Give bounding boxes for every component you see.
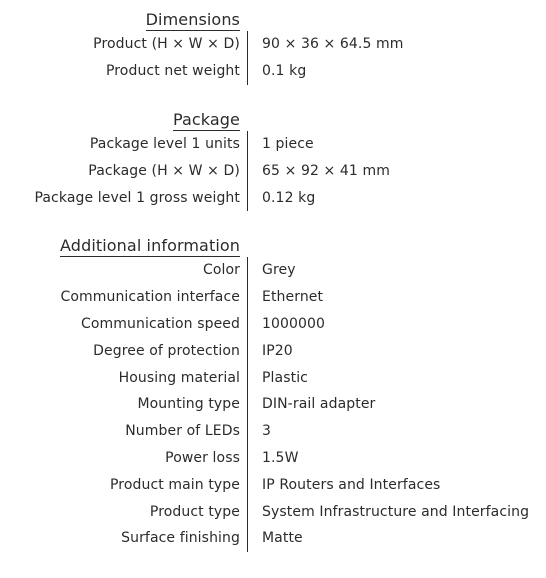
spec-label: Mounting type <box>137 396 240 413</box>
spec-label: Communication interface <box>60 289 240 306</box>
spec-row <box>0 498 546 525</box>
spec-label: Communication speed <box>81 315 240 332</box>
spec-label: Product net weight <box>105 63 240 80</box>
spec-value: 3 <box>262 423 272 440</box>
spec-label: Surface finishing <box>121 530 240 547</box>
section-additional-information <box>0 235 546 552</box>
spec-value: IP20 <box>262 342 293 359</box>
spec-row <box>0 525 546 552</box>
section-title-dimensions: Dimensions <box>145 10 240 29</box>
section-spacer <box>0 85 546 109</box>
spec-label: Package level 1 units <box>89 135 240 152</box>
spec-row <box>0 184 546 211</box>
section-heading <box>0 235 240 257</box>
spec-row <box>0 445 546 472</box>
spec-label: Product (H × W × D) <box>93 36 240 53</box>
spec-label: Number of LEDs <box>125 423 240 440</box>
spec-value: 0.1 kg <box>262 63 307 80</box>
spec-label: Power loss <box>165 449 240 466</box>
section-title-package: Package <box>172 109 240 129</box>
spec-row <box>0 337 546 364</box>
section-package <box>0 109 546 211</box>
spec-row <box>0 31 546 58</box>
spec-value: 1000000 <box>262 315 326 332</box>
section-heading <box>0 109 240 131</box>
spec-row <box>0 418 546 445</box>
spec-rows <box>0 257 546 552</box>
spec-label: Package (H × W × D) <box>88 162 240 179</box>
spec-value: 1.5W <box>262 449 299 466</box>
spec-label: Housing material <box>118 369 240 386</box>
spec-label: Product main type <box>109 476 240 493</box>
spec-value: Matte <box>262 530 303 547</box>
spec-row <box>0 157 546 184</box>
spec-row <box>0 257 546 284</box>
spec-value: 65 × 92 × 41 mm <box>262 162 390 179</box>
spec-row <box>0 284 546 311</box>
spec-value: System Infrastructure and Interfacing <box>262 503 530 520</box>
spec-label: Degree of protection <box>93 342 240 359</box>
spec-row <box>0 391 546 418</box>
spec-rows <box>0 131 546 211</box>
spec-value: Grey <box>262 262 296 279</box>
spec-value: 1 piece <box>262 135 314 152</box>
spec-value: Ethernet <box>262 289 324 306</box>
spec-value: Plastic <box>262 369 308 386</box>
spec-row <box>0 58 546 85</box>
section-dimensions <box>0 9 546 85</box>
section-heading <box>0 9 240 31</box>
spec-rows <box>0 31 546 85</box>
spec-row <box>0 364 546 391</box>
section-spacer <box>0 211 546 235</box>
spec-label: Color <box>202 262 240 279</box>
spec-value: DIN-rail adapter <box>262 396 376 413</box>
spec-row <box>0 311 546 338</box>
spec-label: Package level 1 gross weight <box>34 189 240 206</box>
spec-row <box>0 131 546 158</box>
section-title-additional-information: Additional information <box>60 235 240 255</box>
spec-label: Product type <box>149 503 240 520</box>
spec-value: 0.12 kg <box>262 189 316 206</box>
spec-row <box>0 471 546 498</box>
spec-value: IP Routers and Interfaces <box>262 476 441 493</box>
spec-value: 90 × 36 × 64.5 mm <box>262 36 404 53</box>
